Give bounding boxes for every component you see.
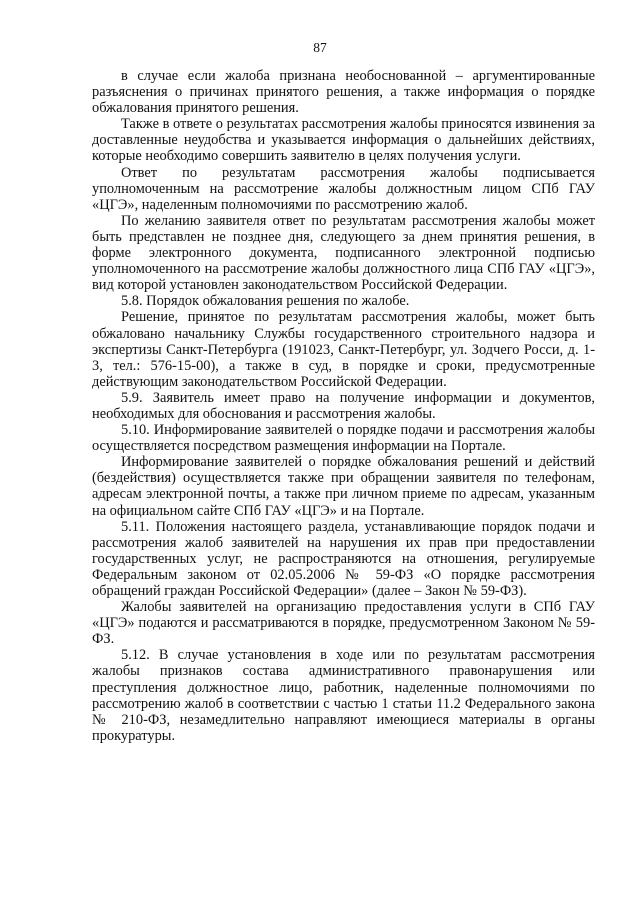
paragraph-complaints-59fz: Жалобы заявителей на организацию предоставления услуги в СПб ГАУ «ЦГЭ» подаются и рассматриваются в порядке, предусмотренном Законом № 59-ФЗ. — [92, 599, 595, 648]
section-5-11: 5.11. Положения настоящего раздела, устанавливающие порядок подачи и рассмотрения жалоб заявителей на нарушения их прав при предоставлении государственных услуг, не распространяются на отношения, регулируемые Федеральным законом от 02.05.2006 № 59-ФЗ «О порядке рассмотрения обращений граждан Российской Федерации» (далее – Закон № 59-ФЗ). — [92, 518, 595, 599]
section-heading-5-8: 5.8. Порядок обжалования решения по жалобе. — [121, 293, 410, 310]
page-number: 87 — [313, 40, 327, 55]
paragraph-response-signature: Ответ по результатам рассмотрения жалобы подписывается уполномоченным на рассмотрение жалобы должностным лицом СПб ГАУ «ЦГЭ», наделенным полномочиями по рассмотрению жалоб. — [92, 164, 595, 213]
section-5-9: 5.9. Заявитель имеет право на получение информации и документов, необходимых для обоснования и рассмотрения жалобы. — [92, 389, 595, 422]
paragraph-apology: Также в ответе о результатах рассмотрения жалобы приносятся извинения за доставленные неудобства и указывается информация о дальнейших действиях, которые необходимо совершить заявителю в целях получения услуги. — [92, 116, 595, 165]
paragraph-electronic-response: По желанию заявителя ответ по результатам рассмотрения жалобы может быть представлен не позднее дня, следующего за днем принятия решения, в форме электронного документа, подписанного электронной подписью уполномоченного на рассмотрение жалобы должностного лица СПб ГАУ «ЦГЭ», вид которой установлен законодательством Российской Федерации. — [92, 212, 595, 294]
section-5-12: 5.12. В случае установления в ходе или по результатам рассмотрения жалобы признаков состава административного правонарушения или преступления должностное лицо, работник, наделенные полномочиями по рассмотрению жалоб в соответствии с частью 1 статьи 11.2 Федерального закона № 210-ФЗ, незамедлительно направляют имеющиеся материалы в органы прокуратуры. — [92, 647, 595, 744]
paragraph-appeal-procedure: Решение, принятое по результатам рассмотрения жалобы, может быть обжаловано начальнику Службы государственного строительного надзора и экспертизы Санкт-Петербурга (191023, Санкт-Петербург, ул. Зодчего Росси, д. 1-3, тел.: 576-15-00), а также в суд, в порядке и сроки, предусмотренные действующим законодательством Российской Федерации. — [92, 309, 595, 390]
paragraph-informing: Информирование заявителей о порядке обжалования решений и действий (бездействия) осуществляется также при обращении заявителя по телефонам, адресам электронной почты, а также при личном приеме по адресам, указанным на официальном сайте СПб ГАУ «ЦГЭ» и на Портале. — [92, 454, 595, 519]
section-5-10: 5.10. Информирование заявителей о порядке подачи и рассмотрения жалобы осуществляется посредством размещения информации на Портале. — [92, 422, 595, 455]
paragraph-unfounded-complaint: в случае если жалоба признана необоснованной – аргументированные разъяснения о причинах принятого решения, а также информация о порядке обжалования принятого решения. — [92, 68, 595, 117]
document-body — [92, 68, 595, 744]
